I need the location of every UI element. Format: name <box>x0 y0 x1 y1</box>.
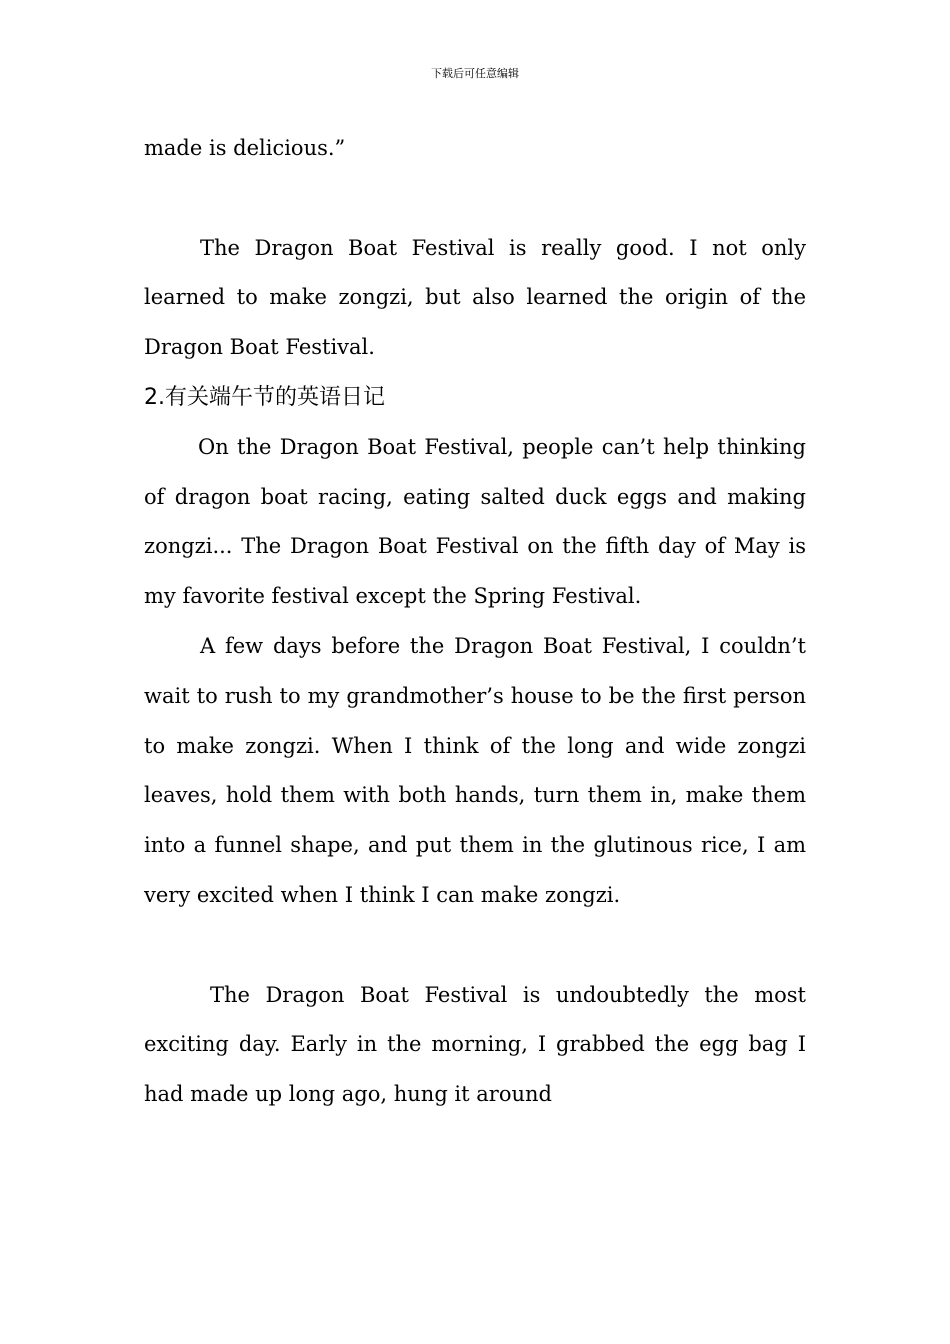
document-body <box>144 124 806 1120</box>
blank-line <box>144 921 806 971</box>
paragraph: The Dragon Boat Festival is undoubtedly the most exciting day. Early in the morning, I grabbed the egg bag I had made up long ago, hung it around <box>144 982 806 1107</box>
paragraph: The Dragon Boat Festival is really good. I not only learned to make zongzi, but also learned the origin of the Dragon Boat Festival. <box>144 235 806 360</box>
paragraph: On the Dragon Boat Festival, people can’t help thinking of dragon boat racing, eating salted duck eggs and making zongzi... The Dragon Boat Festival on the fifth day of May is my favorite festival except the Spring Festival. <box>144 434 806 609</box>
page-header: 下载后可任意编辑 <box>431 67 519 80</box>
blank-line <box>144 174 806 224</box>
section-heading: 2.有关端午节的英语日记 <box>144 384 385 410</box>
paragraph: A few days before the Dragon Boat Festival, I couldn’t wait to rush to my grandmother’s house to be the first person to make zongzi. When I think of the long and wide zongzi leaves, hold them with both hands, turn them in, make them into a funnel shape, and put them in the glutinous rice, I am very excited when I think I can make zongzi. <box>144 633 806 907</box>
paragraph-continuation: made is delicious.” <box>144 136 346 160</box>
